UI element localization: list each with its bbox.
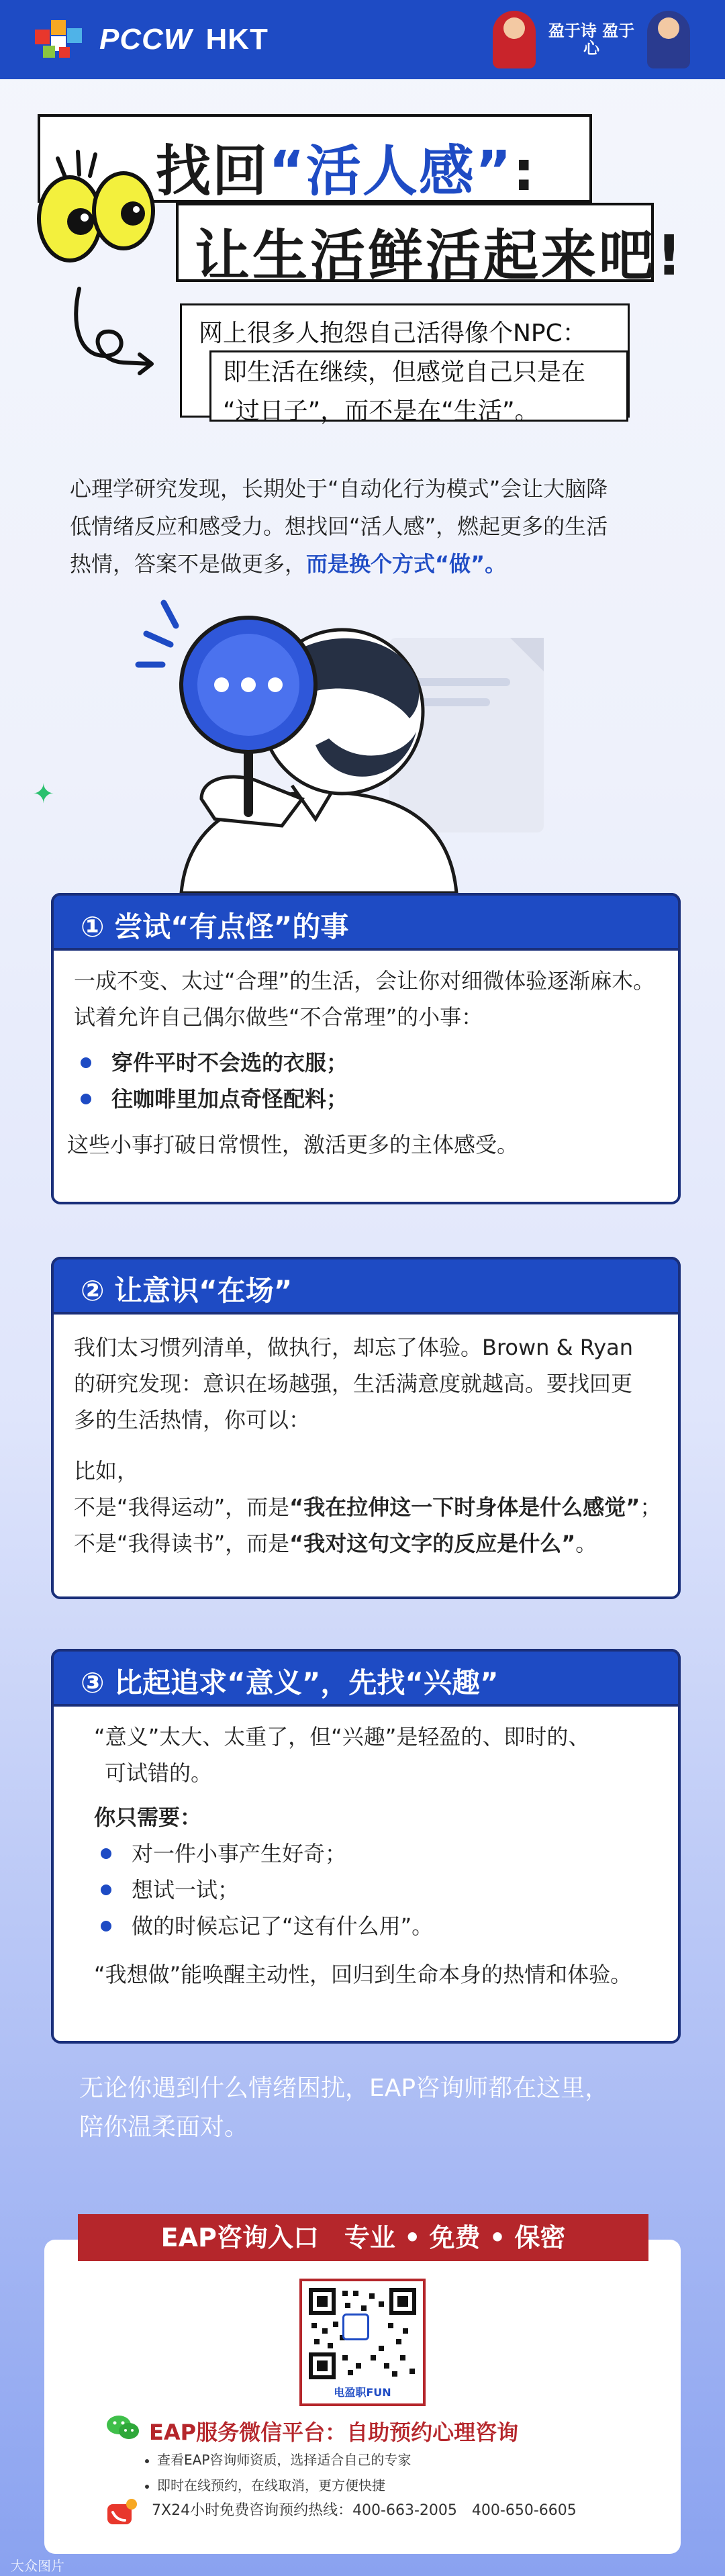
intro-paragraph [70, 470, 674, 583]
bullet-dot-icon [145, 2459, 149, 2463]
card1-p2: 试着允许自己偶尔做些“不合常理”的小事： [74, 1004, 483, 1030]
brand-pccw: PCCW [99, 23, 193, 56]
intro-line2: 即生活在继续，但感觉自己只是在 [223, 359, 586, 386]
card3-heading: ③ 比起追求“意义”，先找“兴趣” [51, 1649, 681, 1707]
bullet-dot-icon [101, 1885, 111, 1895]
ex1-bold: “我在拉伸这一下时身体是什么感觉” [289, 1494, 640, 1520]
ex2-bold: “我对这句文字的反应是什么” [289, 1531, 576, 1556]
card2-p4: 比如， [74, 1458, 139, 1484]
ex1-post: ； [640, 1494, 662, 1520]
card1-heading: ① 尝试“有点怪”的事 [51, 893, 681, 951]
card3-p2: 可试错的。 [105, 1760, 213, 1786]
para-line3 [70, 545, 674, 583]
bullet-dot-icon [101, 1848, 111, 1859]
phone-icon [106, 2497, 137, 2528]
card1-body [67, 963, 658, 1163]
list-item [74, 1045, 658, 1081]
para-line2: 低情绪反应和感受力。想找回“活人感”，燃起更多的生活 [70, 514, 608, 539]
card1-bullet2: 往咖啡里加点奇怪配料； [111, 1086, 348, 1112]
qr-center-logo-icon [342, 2313, 369, 2340]
para-line1: 心理学研究发现，长期处于“自动化行为模式”会让大脑降 [70, 476, 608, 502]
bullet-dot-icon [81, 1094, 91, 1104]
intro-text [199, 314, 628, 431]
card3-bullet2: 想试一试； [132, 1877, 240, 1903]
card3-bullet1: 对一件小事产生好奇； [132, 1841, 347, 1866]
mascot-red-icon [493, 11, 536, 68]
card2-p3: 多的生活热情，你可以： [74, 1407, 311, 1433]
ex2-pre: 不是“我得读书”，而是 [74, 1531, 290, 1556]
title-highlight: “活人感” [269, 140, 513, 203]
closing-line2: 陪你温柔面对。 [79, 2113, 249, 2141]
intro-line3: “过日子”，而不是在“生活”。 [223, 397, 539, 425]
ex1-pre: 不是“我得运动”，而是 [74, 1494, 290, 1520]
qr-label: 电盈职FUN [334, 2386, 391, 2399]
list-item [94, 1872, 658, 1908]
ex2-post: 。 [575, 1531, 597, 1556]
card3-p1: “意义”太大、太重了，但“兴趣”是轻盈的、即时的、 [94, 1724, 590, 1750]
tip-card-3 [51, 1649, 681, 2044]
card2-p2: 的研究发现：意识在场越强，生活满意度就越高。要找回更 [74, 1371, 633, 1396]
card2-p1: 我们太习惯列清单，做执行，却忘了体验。Brown & Ryan [74, 1335, 634, 1360]
mascot-blue-icon [647, 11, 690, 68]
title-post: : [512, 140, 536, 203]
card3-p3: 你只需要： [94, 1805, 202, 1830]
footer-sub1 [145, 2449, 411, 2469]
list-item [94, 1835, 658, 1872]
title-pre: 找回 [156, 140, 269, 203]
card1-p1: 一成不变、太过“合理”的生活，会让你对细微体验逐渐麻木。 [74, 968, 655, 994]
person-magnifier-illustration [134, 598, 591, 893]
footer-sub2-text: 即时在线预约，在线取消，更方便快捷 [157, 2477, 385, 2493]
card1-bullet1: 穿件平时不会选的衣服； [111, 1050, 348, 1076]
mascot-group [493, 11, 690, 68]
list-item [74, 1081, 658, 1117]
bullet-dot-icon [101, 1921, 111, 1931]
header-bar [0, 0, 725, 79]
page-title-line1 [156, 128, 536, 206]
brand-hkt: HKT [205, 23, 269, 56]
mascot-text: 盈于诗 盈于心 [548, 21, 635, 58]
squiggle-arrow-icon [64, 282, 158, 383]
eap-banner: EAP咨询入口 专业 • 免费 • 保密 [78, 2214, 648, 2261]
card2-example1 [74, 1489, 662, 1525]
watermark: 大众图片 [11, 2558, 64, 2574]
googly-eyes-icon [31, 132, 165, 279]
card3-p4: “我想做”能唤醒主动性，回归到生命本身的热情和体验。 [94, 1962, 632, 1987]
para-line3-pre: 热情，答案不是做更多， [70, 551, 307, 577]
para-line3-highlight: 而是换个方式“做”。 [306, 551, 507, 577]
sparkle-icon: ✦ [32, 779, 55, 810]
card2-body [74, 1329, 662, 1562]
closing-line1: 无论你遇到什么情绪困扰，EAP咨询师都在这里， [79, 2074, 610, 2102]
card2-example2 [74, 1525, 658, 1562]
tip-card-2 [51, 1257, 681, 1599]
wechat-qr-code[interactable] [299, 2279, 426, 2406]
list-item [94, 1908, 658, 1944]
closing-text [79, 2069, 683, 2147]
card3-body [94, 1719, 658, 1993]
brand-name [99, 23, 269, 56]
wechat-icon [106, 2414, 140, 2441]
card3-bullet3: 做的时候忘记了“这有什么用”。 [132, 1913, 434, 1939]
tip-card-1 [51, 893, 681, 1204]
hotline-text: 7X24小时免费咨询预约热线：400-663-2005 400-650-6605 [152, 2502, 577, 2519]
footer-sub1-text: 查看EAP咨询师资质，选择适合自己的专家 [157, 2452, 412, 2468]
card2-heading: ② 让意识“在场” [51, 1257, 681, 1315]
pccw-logo-icon [35, 20, 87, 59]
wechat-platform-title: EAP服务微信平台：自助预约心理咨询 [149, 2420, 519, 2445]
page-title-line2: 让生活鲜活起来吧! [195, 224, 685, 288]
bullet-dot-icon [81, 1057, 91, 1068]
intro-line1: 网上很多人抱怨自己活得像个NPC： [199, 320, 587, 347]
card1-p3: 这些小事打破日常惯性，激活更多的主体感受。 [67, 1132, 519, 1157]
bullet-dot-icon [145, 2485, 149, 2489]
footer-sub2 [145, 2475, 385, 2494]
